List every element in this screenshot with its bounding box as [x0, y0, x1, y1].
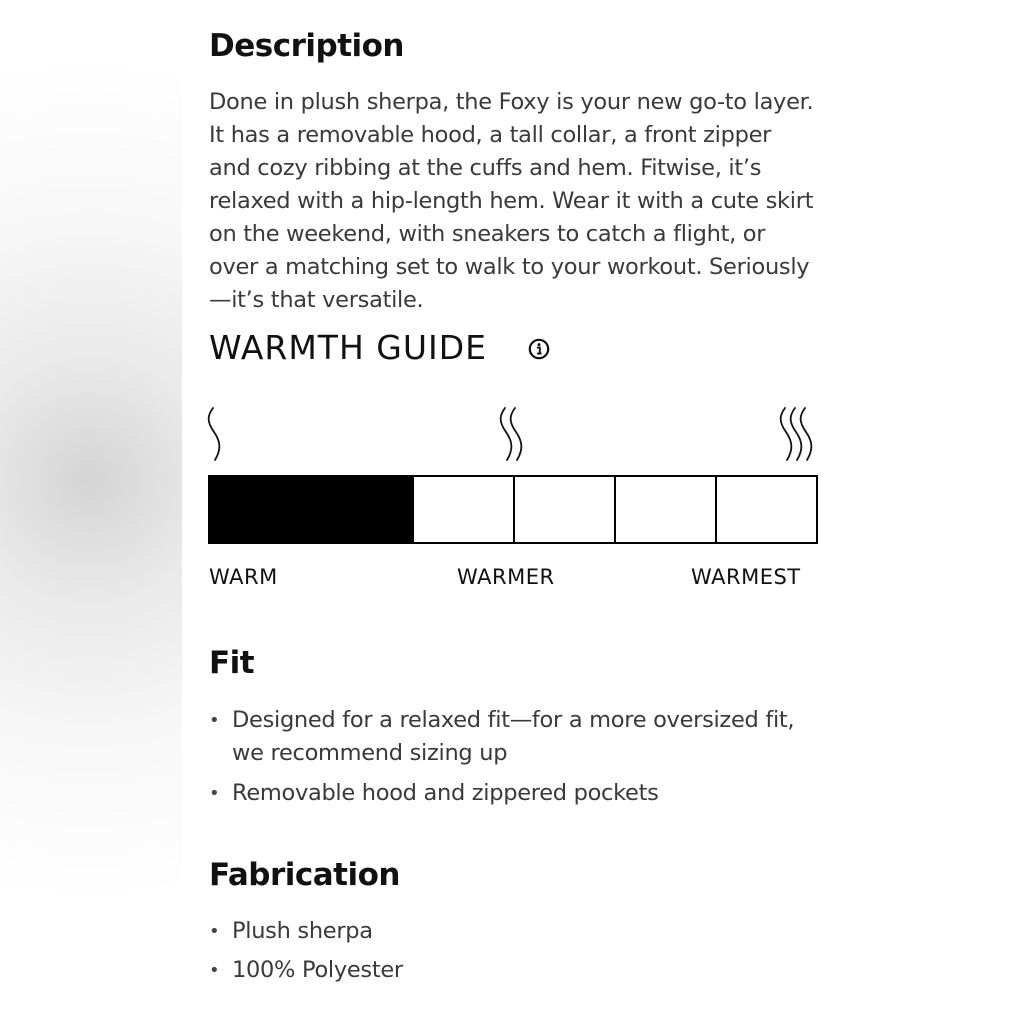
fit-list	[209, 704, 819, 817]
warmth-meter	[208, 475, 818, 544]
warmer-heat-icon	[501, 408, 522, 460]
list-item: • 100% Polyester	[209, 954, 819, 987]
description-heading: Description	[209, 28, 405, 64]
warmer-label: WARMER	[457, 565, 555, 589]
warmth-empty-segment	[715, 477, 816, 542]
fit-heading: Fit	[209, 645, 255, 681]
warmest-heat-icon	[781, 408, 812, 460]
warmth-empty-segment	[412, 477, 513, 542]
product-details-card	[182, 0, 842, 1024]
warm-label: WARM	[209, 565, 278, 589]
warmth-guide-title: WARMTH GUIDE	[209, 328, 487, 367]
warmth-filled-segment	[210, 477, 412, 542]
warmest-label: WARMEST	[691, 565, 801, 589]
heat-waves-icon	[182, 400, 842, 470]
warmth-empty-segment	[614, 477, 715, 542]
list-item: • Designed for a relaxed fit—for a more oversized fit, we recommend sizing up	[209, 704, 819, 770]
info-circle-icon[interactable]	[528, 338, 550, 360]
fabrication-heading: Fabrication	[209, 857, 400, 893]
list-item: • Plush sherpa	[209, 915, 819, 948]
warm-heat-icon	[209, 408, 220, 460]
fabrication-list	[209, 915, 819, 993]
list-item: • Removable hood and zippered pockets	[209, 777, 819, 810]
warmth-empty-segment	[513, 477, 614, 542]
description-text: Done in plush sherpa, the Foxy is your new go-to layer. It has a removable hood, a tall collar, a front zipper and cozy ribbing at the cuffs and hem. Fitwise, it’s relaxed with a hip-length hem. Wear it with a cute skirt on the weekend, with sneakers to catch a flight, or over a matching set to walk to your workout. Seriously—it’s that versatile.	[209, 89, 814, 313]
